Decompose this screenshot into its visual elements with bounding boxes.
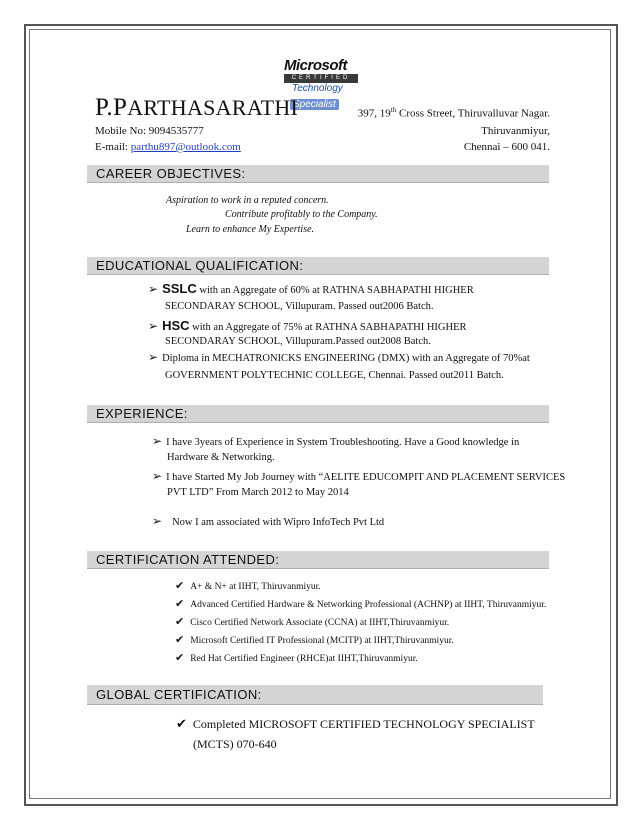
name-rest: ARTHASARATHI: [127, 95, 299, 120]
objective-3: Learn to enhance My Expertise.: [186, 224, 315, 235]
cert-text: Cisco Certified Network Associate (CCNA) at IIHT,Thiruvanmiyur.: [190, 618, 450, 628]
logo-line1: Technology: [292, 83, 343, 94]
global-certification-heading: GLOBAL CERTIFICATION:: [87, 685, 543, 705]
objective-1: Aspiration to work in a reputed concern.: [166, 195, 329, 206]
arrow-bullet-icon: ➢: [152, 514, 163, 528]
address-sup: th: [390, 106, 397, 114]
edu-line1: with an Aggregate of 75% at RATHNA SABHAPATHI HIGHER: [189, 322, 467, 333]
checkmark-icon: ✔: [175, 579, 185, 592]
address-number: 397, 19: [357, 107, 391, 120]
career-objectives-heading: CAREER OBJECTIVES:: [87, 165, 549, 183]
edu-line2: SECONDARAY SCHOOL, Villupuram. Passed out2006 Batch.: [165, 301, 434, 312]
experience-item-2: [152, 469, 566, 498]
address-line-1: [358, 106, 550, 120]
global-cert-line1: [176, 717, 535, 732]
experience-item-1: [152, 434, 520, 463]
address-line-3: Chennai – 600 041.: [463, 141, 550, 153]
candidate-name: [95, 94, 298, 122]
education-item-diploma: [148, 350, 530, 381]
exp-line2: Hardware & Networking.: [167, 452, 275, 463]
cert-text: A+ & N+ at IIHT, Thiruvanmiyur.: [190, 582, 321, 592]
global-cert-line2: (MCTS) 070-640: [193, 737, 277, 751]
mobile-number: Mobile No: 9094535777: [95, 125, 204, 137]
cert-item: [175, 633, 454, 646]
exp-line1: I have Started My Job Journey with “AELITE EDUCOMPIT AND PLACEMENT SERVICES: [166, 472, 566, 483]
cert-item: [175, 615, 449, 628]
exp-line2: PVT LTD” From March 2012 to May 2014: [167, 487, 349, 498]
cert-text: Advanced Certified Hardware & Networking Professional (ACHNP) at IIHT, Thiruvanmiyur.: [190, 600, 547, 610]
address-street: Cross Street, Thiruvalluvar Nagar.: [396, 107, 550, 120]
checkmark-icon: ✔: [175, 633, 185, 646]
cert-item: [175, 597, 546, 610]
cert-item: [175, 651, 418, 664]
logo-certified: CERTIFIED: [284, 74, 358, 83]
email-line: [95, 141, 241, 153]
arrow-bullet-icon: ➢: [148, 350, 159, 364]
cert-text: Microsoft Certified IT Professional (MCITP) at IIHT,Thiruvanmiyur.: [190, 636, 454, 646]
exp-line1: Now I am associated with Wipro InfoTech Pvt Ltd: [172, 517, 385, 528]
edu-line2: SECONDARAY SCHOOL, Villupuram.Passed out2008 Batch.: [165, 336, 431, 347]
email-label: E-mail:: [95, 141, 131, 153]
exp-line1: I have 3years of Experience in System Troubleshooting. Have a Good knowledge in: [166, 437, 520, 448]
experience-heading: EXPERIENCE:: [87, 405, 549, 423]
logo-brand: Microsoft: [284, 57, 347, 74]
edu-line1: Diploma in MECHATRONICKS ENGINEERING (DMX) with an Aggregate of 70%at: [162, 353, 530, 364]
email-link[interactable]: parthu897@outlook.com: [130, 141, 241, 153]
edu-line2: GOVERNMENT POLYTECHNIC COLLEGE, Chennai. Passed out2011 Batch.: [165, 370, 504, 381]
cert-item: [175, 579, 321, 592]
address-line-2: Thiruvanmiyur,: [481, 125, 550, 137]
checkmark-icon: ✔: [175, 615, 185, 628]
logo-line2: Specialist: [290, 99, 339, 110]
edu-label: HSC: [162, 318, 190, 333]
edu-label: SSLC: [162, 281, 197, 296]
arrow-bullet-icon: ➢: [148, 319, 159, 333]
education-item-sslc: [148, 281, 474, 312]
education-heading: EDUCATIONAL QUALIFICATION:: [87, 257, 549, 275]
checkmark-icon: ✔: [176, 717, 187, 732]
cert-text: Red Hat Certified Engineer (RHCE)at IIHT,Thiruvanmiyur.: [190, 654, 418, 664]
arrow-bullet-icon: ➢: [152, 434, 163, 448]
checkmark-icon: ✔: [175, 597, 185, 610]
arrow-bullet-icon: ➢: [148, 282, 159, 296]
checkmark-icon: ✔: [175, 651, 185, 664]
arrow-bullet-icon: ➢: [152, 469, 163, 483]
objective-2: Contribute profitably to the Company.: [225, 209, 378, 220]
education-item-hsc: [148, 318, 467, 347]
edu-line1: with an Aggregate of 60% at RATHNA SABHAPATHI HIGHER: [196, 285, 474, 296]
name-initial: P.P: [95, 94, 128, 121]
certification-heading: CERTIFICATION ATTENDED:: [87, 551, 549, 569]
experience-item-3: [152, 514, 384, 529]
global-cert-text: Completed MICROSOFT CERTIFIED TECHNOLOGY SPECIALIST: [192, 717, 535, 731]
